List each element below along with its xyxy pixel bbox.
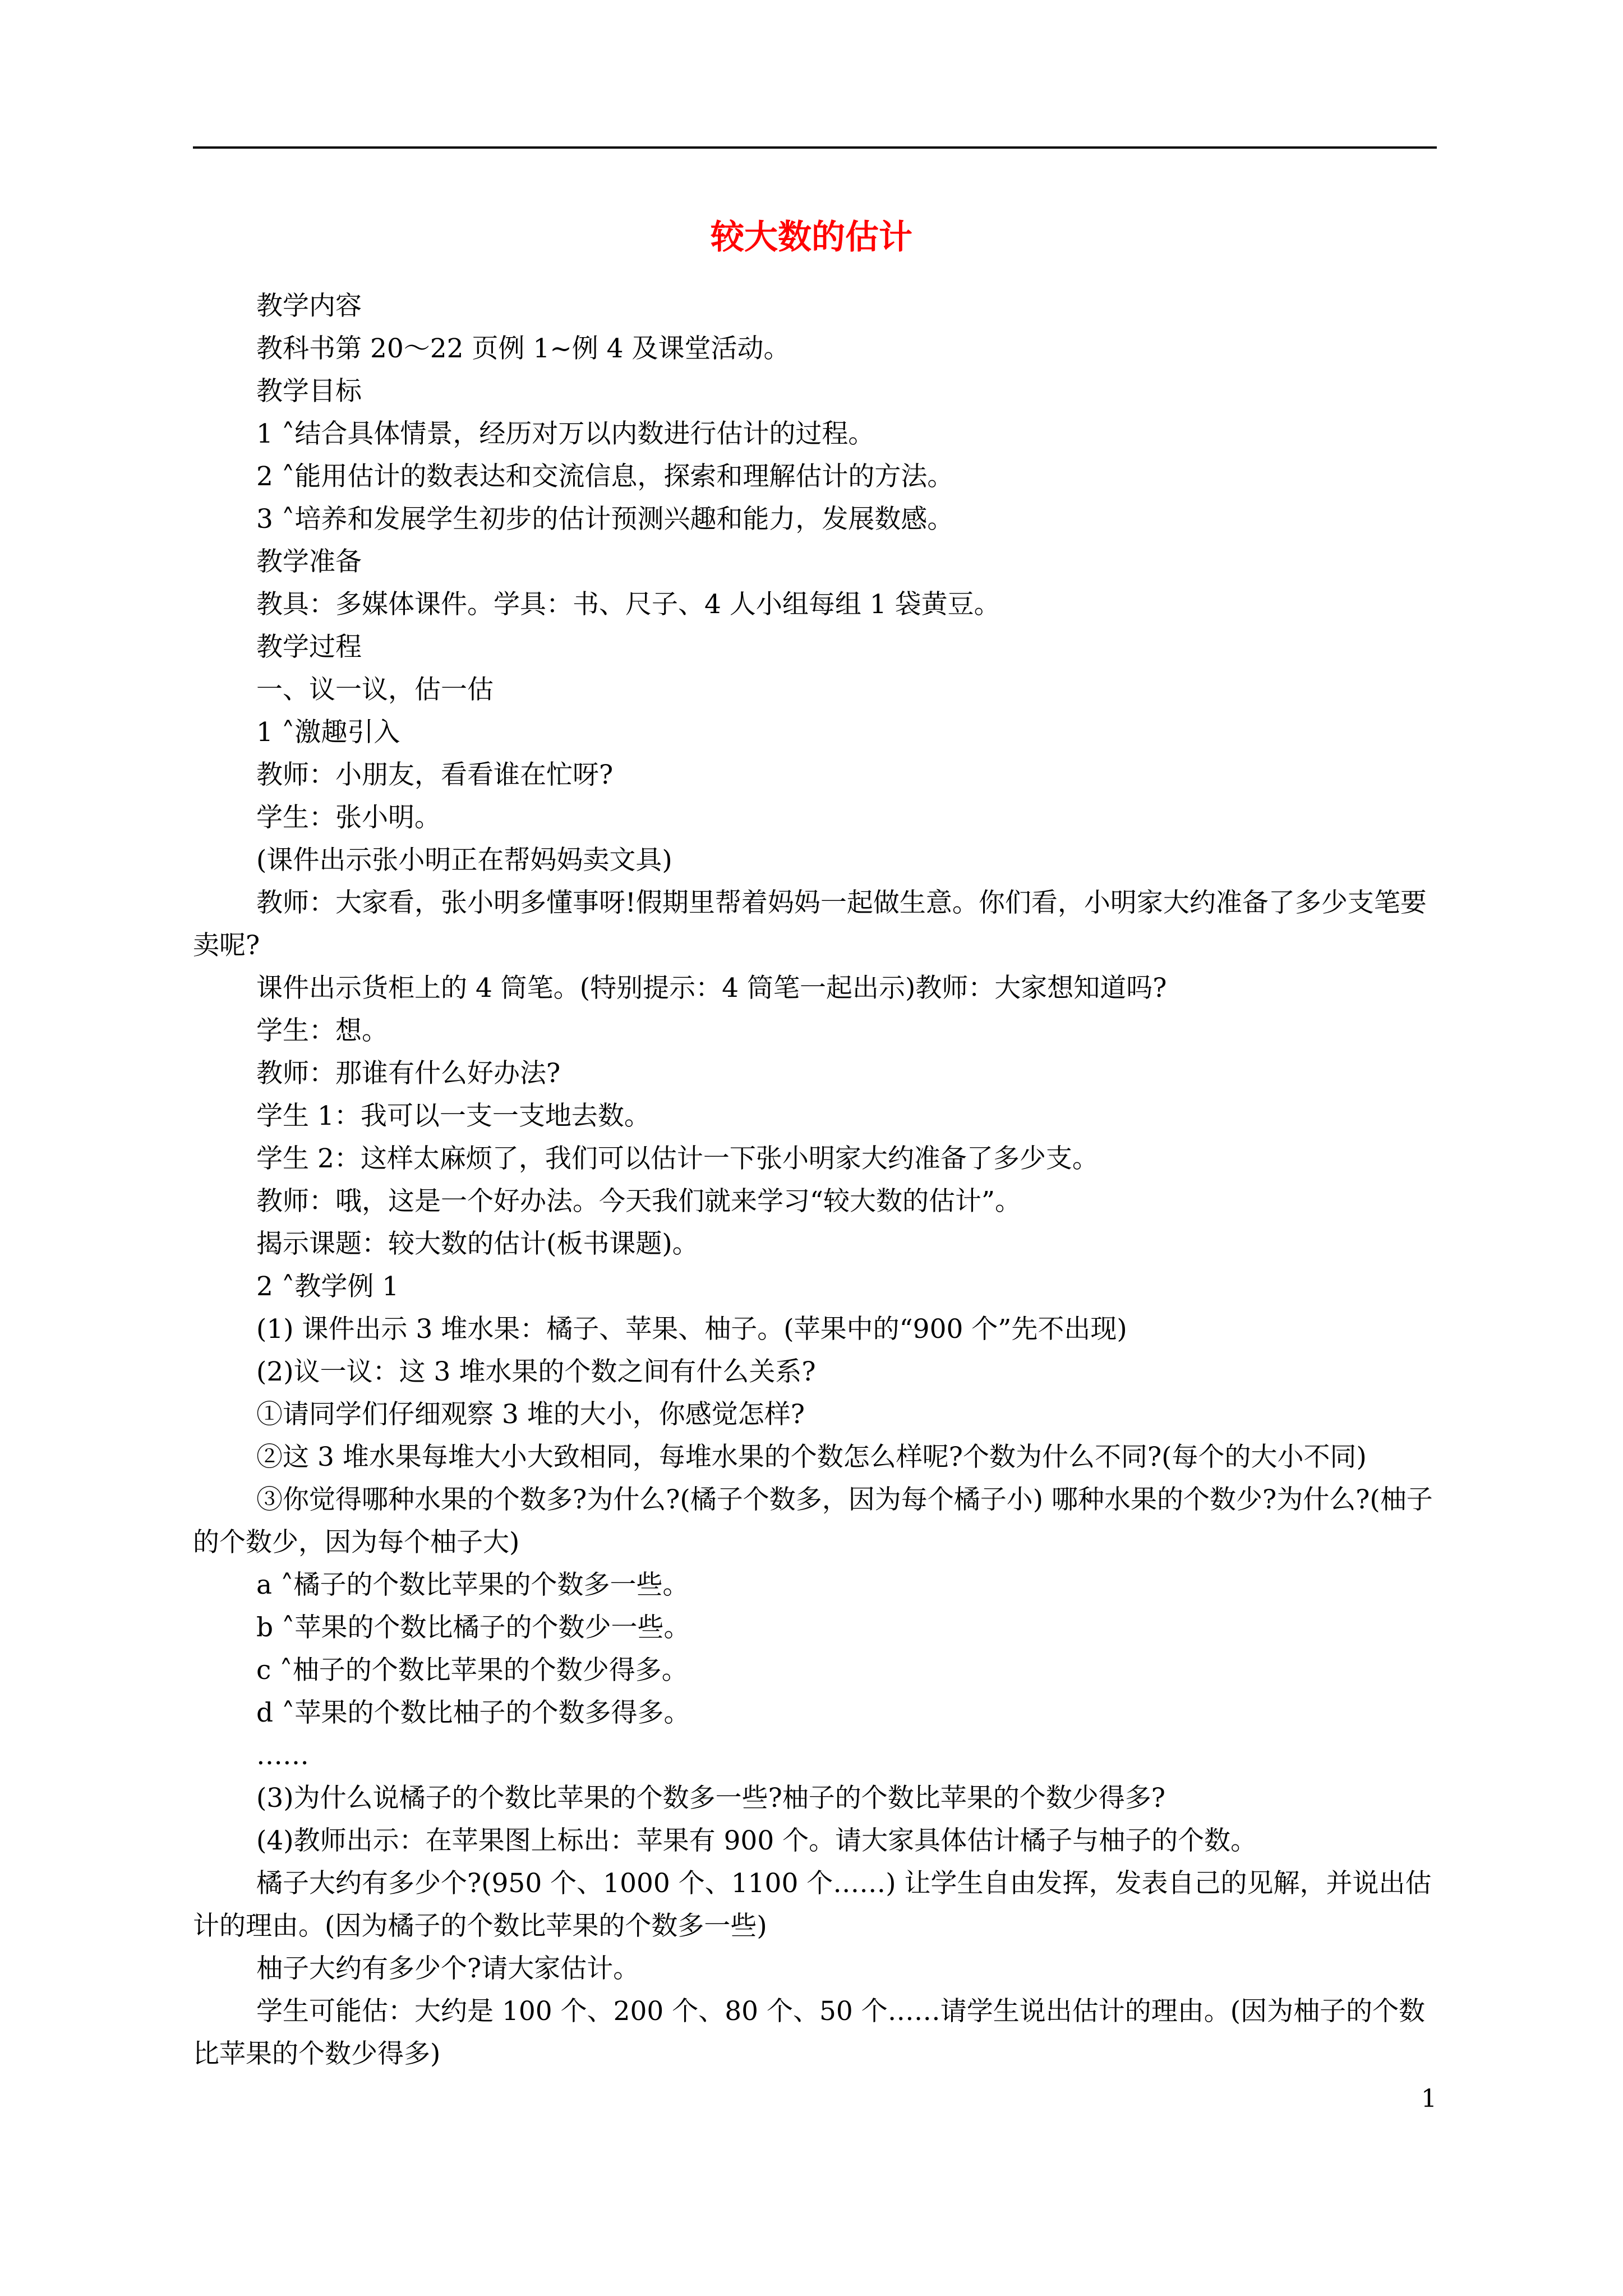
paragraph: 柚子大约有多少个?请大家估计。 bbox=[256, 1953, 640, 1984]
paragraph: 2 ˄教学例 1 bbox=[256, 1271, 399, 1302]
paragraph: (1) 课件出示 3 堆水果：橘子、苹果、柚子。(苹果中的“900 个”先不出现) bbox=[256, 1314, 1127, 1345]
paragraph: 1 ˄激趣引入 bbox=[256, 717, 400, 748]
paragraph: 教师：小朋友，看看谁在忙呀? bbox=[256, 760, 614, 790]
paragraph: 一、议一议，估一估 bbox=[256, 674, 494, 705]
paragraph: d ˄苹果的个数比柚子的个数多得多。 bbox=[256, 1697, 690, 1728]
paragraph: 揭示课题：较大数的估计(板书课题)。 bbox=[256, 1228, 699, 1259]
paragraph: 教学准备 bbox=[256, 546, 362, 577]
document-title: 较大数的估计 bbox=[711, 218, 912, 257]
paragraph: 学生：张小明。 bbox=[256, 802, 441, 833]
paragraph: 课件出示货柜上的 4 筒笔。(特别提示：4 筒笔一起出示)教师：大家想知道吗? bbox=[256, 973, 1167, 1004]
paragraph: (3)为什么说橘子的个数比苹果的个数多一些?柚子的个数比苹果的个数少得多? bbox=[256, 1783, 1165, 1814]
paragraph: ①请同学们仔细观察 3 堆的大小，你感觉怎样? bbox=[256, 1399, 805, 1430]
header-rule bbox=[193, 146, 1437, 149]
paragraph: 教学过程 bbox=[256, 632, 362, 662]
page-number: 1 bbox=[1421, 2085, 1437, 2113]
paragraph: 教师：大家看，张小明多懂事呀!假期里帮着妈妈一起做生意。你们看，小明家大约准备了多少支笔要卖呢? bbox=[193, 887, 1427, 961]
paragraph: 1 ˄结合具体情景，经历对万以内数进行估计的过程。 bbox=[256, 418, 875, 449]
paragraph: 2 ˄能用估计的数表达和交流信息，探索和理解估计的方法。 bbox=[256, 461, 954, 492]
paragraph: 橘子大约有多少个?(950 个、1000 个、1100 个……) 让学生自由发挥，发表自己的见解，并说出估计的理由。(因为橘子的个数比苹果的个数多一些) bbox=[193, 1868, 1432, 1941]
paragraph: 学生 2：这样太麻烦了，我们可以估计一下张小明家大约准备了多少支。 bbox=[256, 1143, 1099, 1174]
paragraph: 教师：哦，这是一个好办法。今天我们就来学习“较大数的估计”。 bbox=[256, 1186, 1022, 1217]
paragraph: 教具：多媒体课件。学具：书、尺子、4 人小组每组 1 袋黄豆。 bbox=[256, 589, 1000, 620]
paragraph: 教学目标 bbox=[256, 376, 362, 407]
paragraph: 学生可能估：大约是 100 个、200 个、80 个、50 个……请学生说出估计的理由。(因为柚子的个数比苹果的个数少得多) bbox=[193, 1996, 1426, 2069]
paragraph: 教科书第 20～22 页例 1~例 4 及课堂活动。 bbox=[256, 333, 790, 364]
paragraph: 教学内容 bbox=[256, 291, 362, 321]
paragraph: …… bbox=[256, 1740, 309, 1771]
document-body bbox=[193, 285, 1437, 2076]
paragraph: ②这 3 堆水果每堆大小大致相同，每堆水果的个数怎么样呢?个数为什么不同?(每个的大小不同) bbox=[256, 1442, 1367, 1473]
paragraph: 学生 1：我可以一支一支地去数。 bbox=[256, 1101, 651, 1131]
paragraph: 学生：想。 bbox=[256, 1015, 388, 1046]
paragraph: (课件出示张小明正在帮妈妈卖文具) bbox=[256, 845, 672, 876]
paragraph: ③你觉得哪种水果的个数多?为什么?(橘子个数多，因为每个橘子小) 哪种水果的个数少?为什么?(柚子的个数少，因为每个柚子大) bbox=[193, 1484, 1433, 1558]
paragraph: b ˄苹果的个数比橘子的个数少一些。 bbox=[256, 1612, 690, 1643]
paragraph: c ˄柚子的个数比苹果的个数少得多。 bbox=[256, 1655, 688, 1686]
paragraph: a ˄橘子的个数比苹果的个数多一些。 bbox=[256, 1570, 689, 1600]
paragraph: (4)教师出示：在苹果图上标出：苹果有 900 个。请大家具体估计橘子与柚子的个数。 bbox=[256, 1825, 1257, 1856]
paragraph: (2)议一议：这 3 堆水果的个数之间有什么关系? bbox=[256, 1356, 816, 1387]
paragraph: 教师：那谁有什么好办法? bbox=[256, 1058, 561, 1089]
paragraph: 3 ˄培养和发展学生初步的估计预测兴趣和能力，发展数感。 bbox=[256, 504, 954, 535]
